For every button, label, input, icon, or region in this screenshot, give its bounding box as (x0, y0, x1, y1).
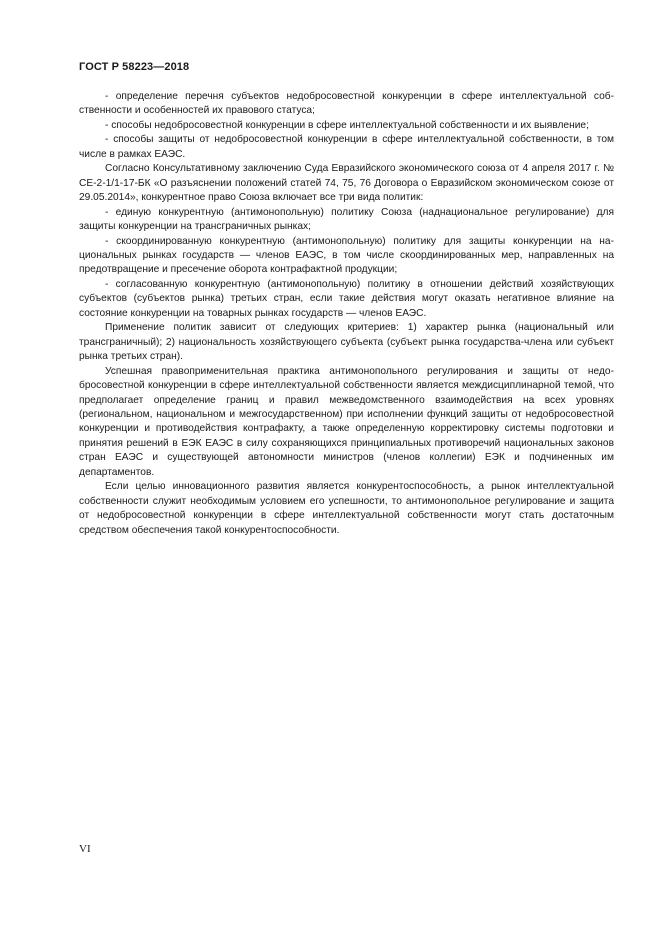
standard-code: ГОСТ Р 58223—2018 (79, 61, 190, 73)
paragraph-unified-policy: - единую конкурентную (антимонопольную) политику Союза (наднациональное регулирование) для защиты конкуренции на трансграничных рынках; (79, 206, 614, 233)
paragraph-ip-subjects: - определение перечня субъектов недобросовестной конкуренции в сфере интеллектуальной собственности и особенностей их правового статуса; (79, 91, 614, 117)
paragraph-court-opinion: Согласно Консультативному заключению Суда Евразийского экономического союза от 4 апреля 2017 г. № СЕ-2-1/1-17-БК «О разъяснении положений статей 74, 75, 76 Договора о Евразийском экономическом союзе от 29.05.2014», конкурентное право Союза включает все три вида политик: (79, 163, 614, 204)
paragraph-competition-methods: - способы недобросовестной конкуренции в сфере интеллектуальной собственности и их выявление; (105, 119, 589, 131)
document-body (79, 90, 614, 538)
paragraph-agreed-policy: - согласованную конкурентную (антимонопольную) политику в отношении действий хозяйствующих субъектов (субъектов рынка) третьих стран, если такие действия могут оказать негативное влияние на состояние конкуренции на товарных рынках государств — членов ЕАЭС. (79, 278, 614, 319)
page-number: VI (79, 843, 91, 855)
paragraph-coordinated-policy: - скоординированную конкурентную (антимонопольную) политику для защиты конкуренции на национальных рынках государств — членов ЕАЭС, в том числе скоординированных мер, направленных на предотвращение и пресечение оборота контрафактной продукции; (79, 235, 614, 276)
paragraph-policy-criteria: Применение политик зависит от следующих критериев: 1) характер рынка (национальный или трансграничный); 2) национальность хозяйствующего субъекта (субъект рынка государства-члена или субъект рынка третьих стран). (79, 322, 614, 363)
paragraph-innovation-goal: Если целью инновационного развития является конкурентоспособность, а рынок интеллектуальной собственности служит необходимым условием его успешности, то антимонопольное регулирование и защита от недобросовестной конкуренции в сфере интеллектуальной собственности могут стать достаточным средством обеспечения такой конкурентоспособности. (79, 481, 614, 536)
paragraph-enforcement-practice: Успешная правоприменительная практика антимонопольного регулирования и защиты от недобросовестной конкуренции в сфере интеллектуальной собственности является междисциплинарной темой, что предполагает определение границ и правил межведомственного взаимодействия на всех уровнях (региональном, национальном и межгосударственном) при исполнении функций защиты от недобросовестной конкуренции и противодействия контрафакту, а также определенную корректировку системы подготовки и принятия решений в ЕЭК ЕАЭС в силу сохраняющихся принципиальных противоречий национальных законов стран ЕАЭС и существующей автономности министров (членов коллегии) ЕЭК и подчиненных им департаментов. (79, 365, 614, 478)
document-header (79, 61, 189, 73)
paragraph-protection-methods: - способы защиты от недобросовестной конкуренции в сфере интеллектуальной собственности, в том числе в рамках ЕАЭС. (79, 134, 614, 160)
